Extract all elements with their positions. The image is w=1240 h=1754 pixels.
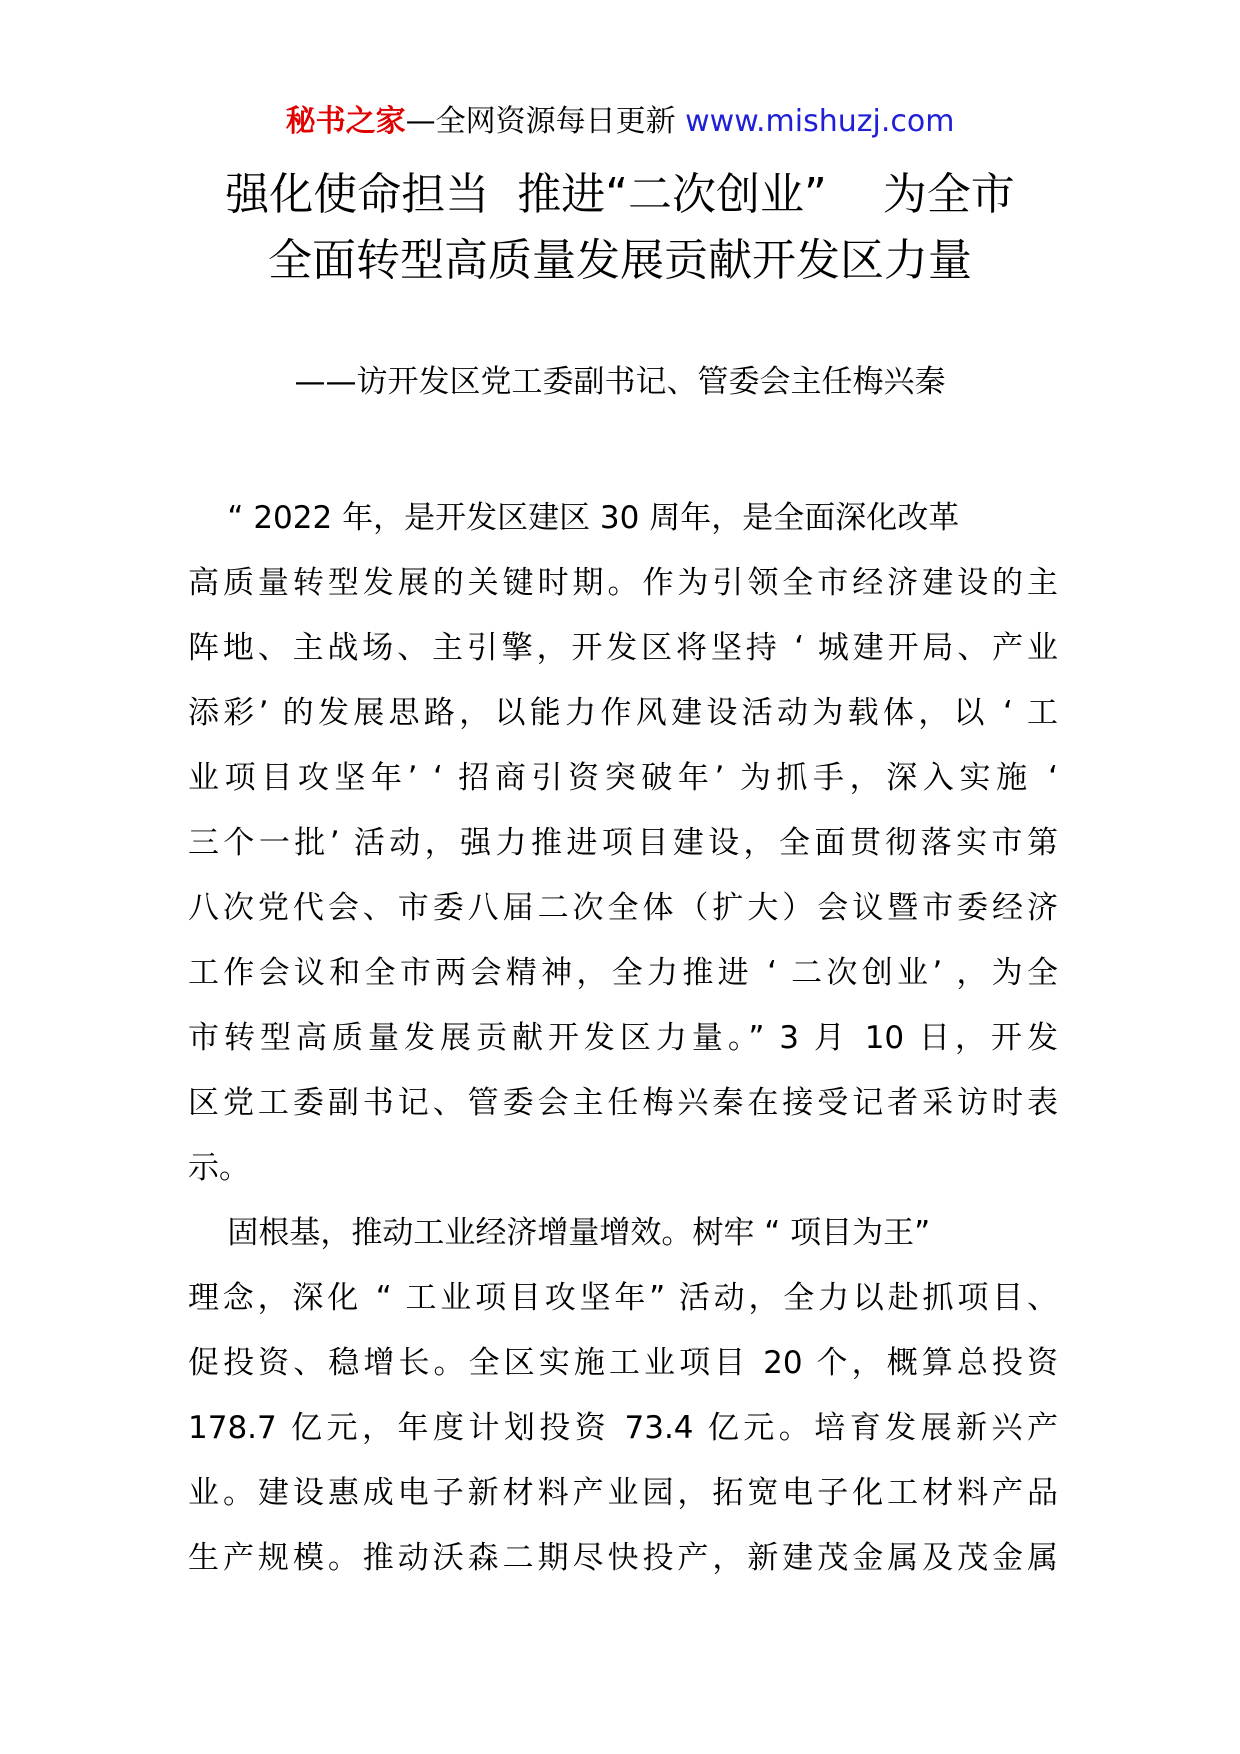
body-line: 178.7 亿元，年度计划投资 73.4 亿元。培育发展新兴产 bbox=[188, 1410, 1058, 1446]
title-line: 强化使命担当 推进“二次创业” 为全市 bbox=[225, 169, 1015, 220]
body-line: 理念，深化 “ 工业项目攻坚年” 活动，全力以赴抓项目、 bbox=[188, 1280, 1058, 1316]
body-line: 市转型高质量发展贡献开发区力量。” 3 月 10 日，开发 bbox=[188, 1020, 1058, 1056]
body-line: 添彩’ 的发展思路，以能力作风建设活动为载体，以 ‘ 工 bbox=[188, 695, 1058, 731]
body-line: 业项目攻坚年’ ‘ 招商引资突破年’ 为抓手，深入实施 ‘ bbox=[188, 760, 1058, 796]
header-tagline: —全网资源每日更新 bbox=[405, 104, 676, 139]
body-line: 三个一批’ 活动，强力推进项目建设，全面贯彻落实市第 bbox=[188, 825, 1058, 861]
body-line: 工作会议和全市两会精神，全力推进 ‘ 二次创业’ ，为全 bbox=[188, 955, 1058, 991]
brand-name: 秘书之家 bbox=[285, 104, 406, 139]
article-body bbox=[188, 486, 1058, 1591]
body-line: 生产规模。推动沃森二期尽快投产，新建茂金属及茂金属 bbox=[188, 1540, 1058, 1576]
article-subtitle: ——访开发区党工委副书记、管委会主任梅兴秦 bbox=[294, 364, 946, 400]
body-line: 阵地、主战场、主引擎，开发区将坚持 ‘ 城建开局、产业 bbox=[188, 630, 1058, 666]
body-line: 示。 bbox=[188, 1150, 250, 1186]
body-line: “ 2022 年，是开发区建区 30 周年，是全面深化改革 bbox=[188, 500, 960, 536]
title-line: 全面转型高质量发展贡献开发区力量 bbox=[268, 235, 972, 286]
body-line: 高质量转型发展的关键时期。作为引领全市经济建设的主 bbox=[188, 565, 1058, 601]
site-header bbox=[0, 100, 1240, 144]
body-line: 促投资、稳增长。全区实施工业项目 20 个，概算总投资 bbox=[188, 1345, 1058, 1381]
site-url[interactable]: www.mishuzj.com bbox=[685, 104, 955, 139]
body-line: 业。建设惠成电子新材料产业园，拓宽电子化工材料产品 bbox=[188, 1475, 1058, 1511]
body-line: 固根基，推动工业经济增量增效。树牢 “ 项目为王” bbox=[188, 1215, 931, 1251]
body-line: 八次党代会、市委八届二次全体（扩大）会议暨市委经济 bbox=[188, 890, 1058, 926]
body-line: 区党工委副书记、管委会主任梅兴秦在接受记者采访时表 bbox=[188, 1085, 1058, 1121]
article-title bbox=[0, 162, 1240, 294]
